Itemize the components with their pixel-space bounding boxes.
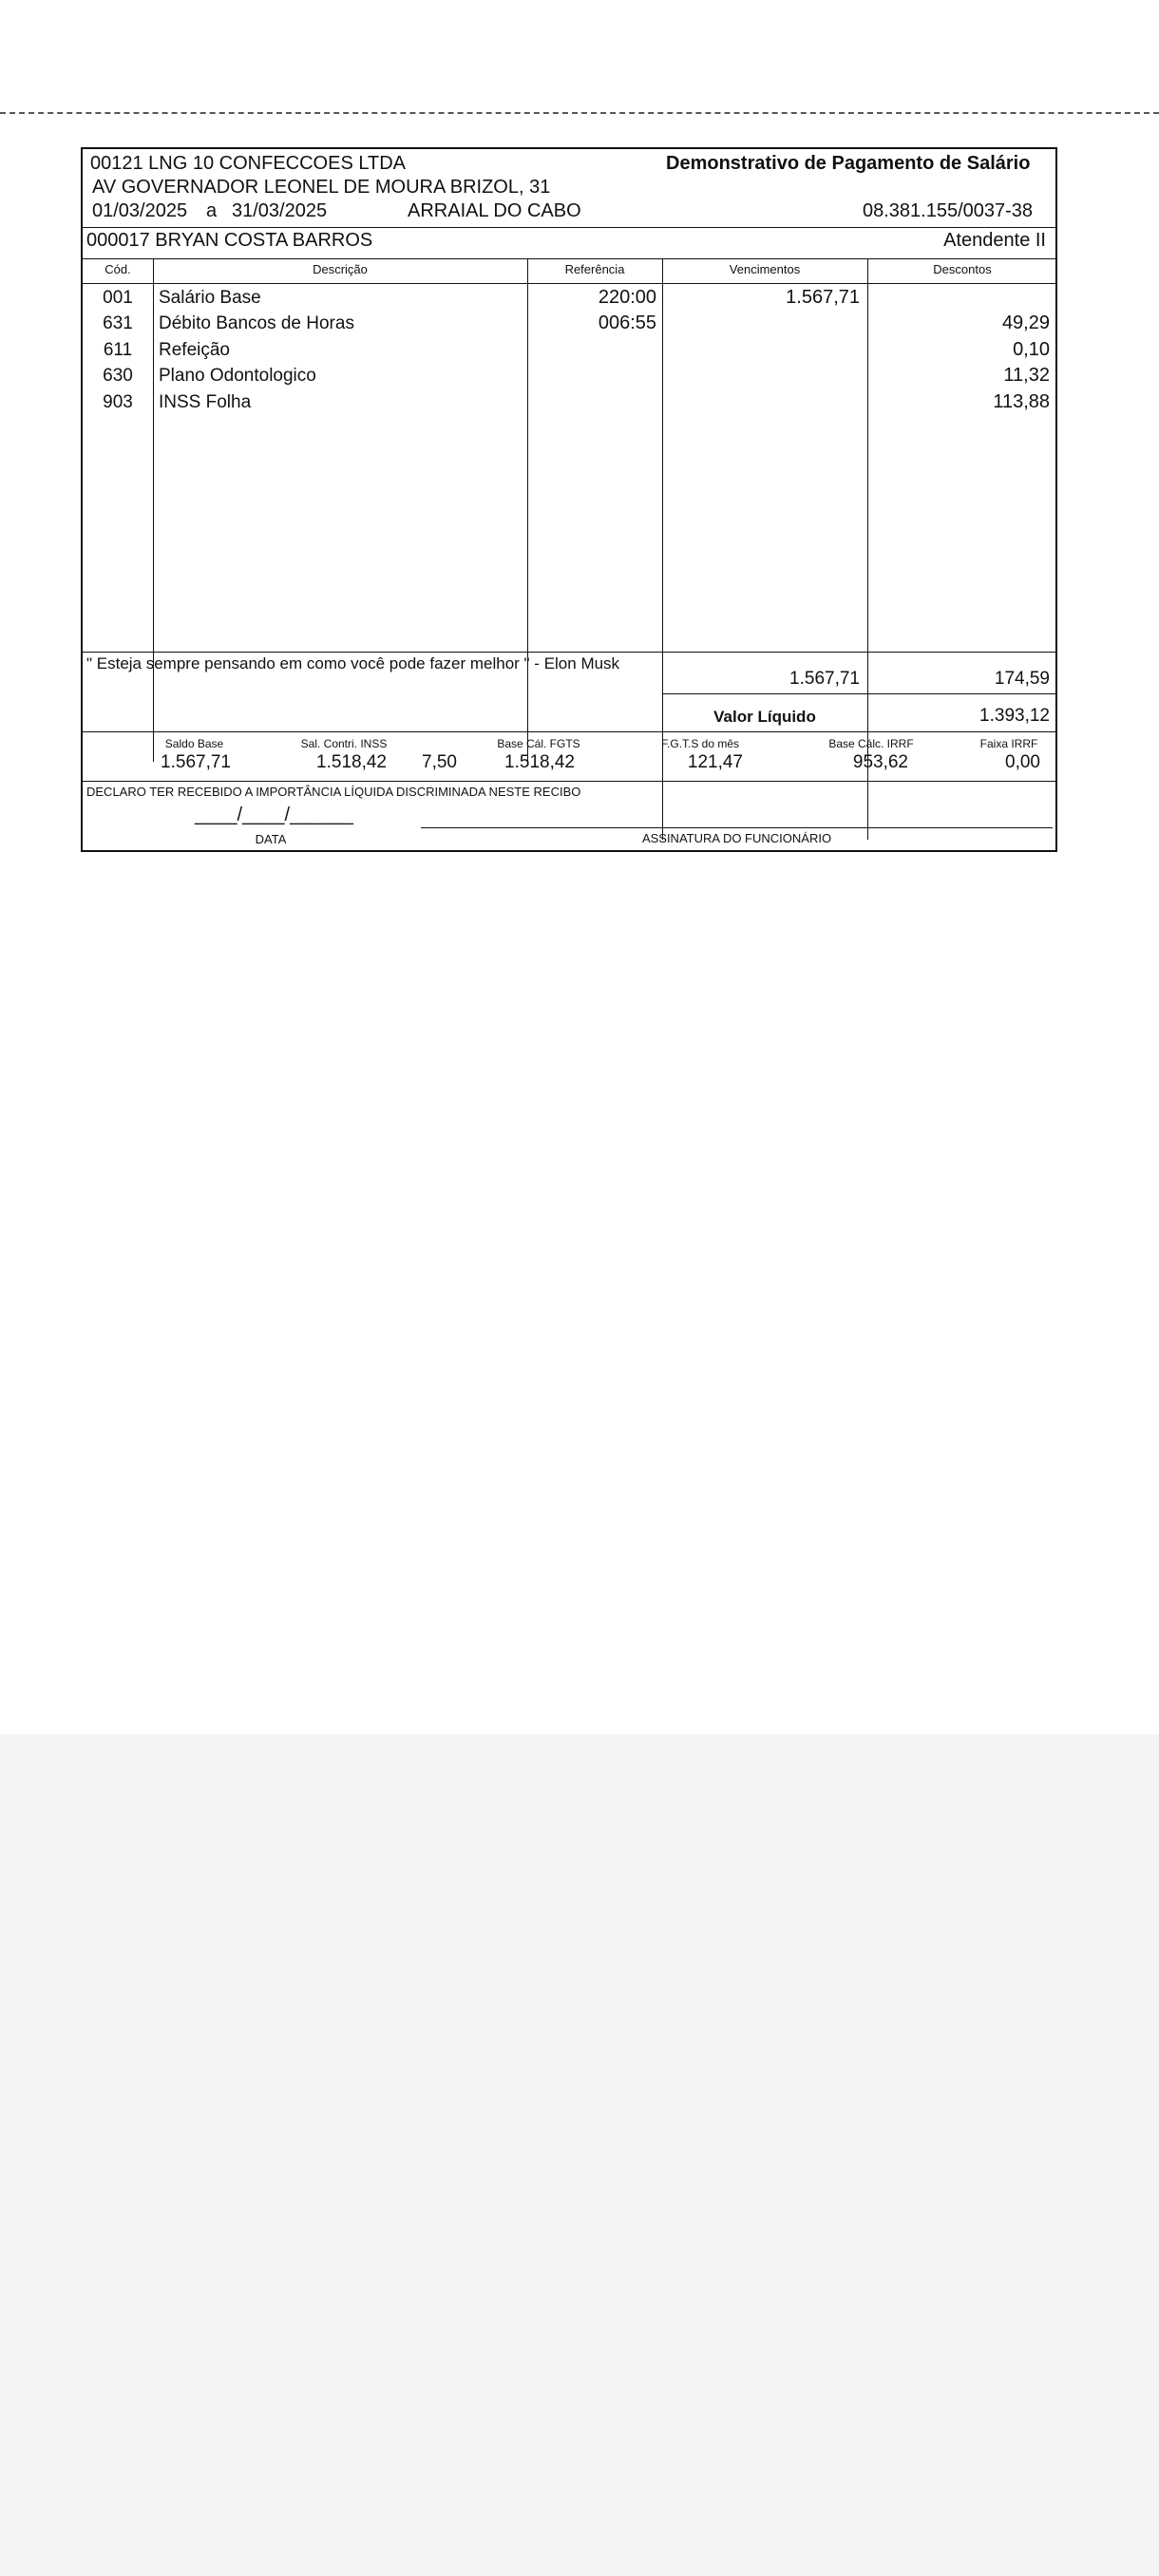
faixa-irrf-value: 0,00: [1005, 752, 1040, 772]
base-calc-fgts-value: 1.518,42: [504, 752, 575, 772]
base-calc-fgts-label: Base Cál. FGTS: [497, 737, 580, 750]
faixa-irrf-label: Faixa IRRF: [979, 737, 1038, 750]
message-text: " Esteja sempre pensando em como você pode fazer melhor " - Elon Musk: [86, 654, 620, 672]
total-vencimentos: 1.567,71: [789, 669, 860, 689]
divider: [83, 781, 1056, 782]
valor-liquido-value: 1.393,12: [979, 706, 1050, 726]
sal-contri-inss-value: 1.518,42: [316, 752, 387, 772]
row-descricao: Plano Odontologico: [159, 366, 316, 386]
column-header-cod: Cód.: [104, 262, 131, 276]
row-descontos: 0,10: [1013, 339, 1050, 360]
fgts-rate-value: 7,50: [422, 752, 457, 772]
saldo-base-value: 1.567,71: [161, 752, 231, 772]
row-cod: 630: [103, 366, 133, 386]
base-calc-irrf-label: Base Cálc. IRRF: [828, 737, 914, 750]
date-label: DATA: [255, 832, 287, 846]
saldo-base-label: Saldo Base: [164, 737, 224, 750]
row-vencimentos: 1.567,71: [786, 287, 860, 308]
employee-role: Atendente II: [943, 230, 1046, 251]
row-descontos: 113,88: [993, 391, 1050, 412]
divider: [83, 258, 1056, 259]
payslip: [81, 147, 1057, 852]
total-descontos: 174,59: [994, 669, 1050, 689]
period-end: 31/03/2025: [232, 200, 328, 221]
divider: [83, 227, 1056, 228]
row-cod: 903: [103, 392, 133, 412]
base-calc-irrf-value: 953,62: [852, 752, 908, 772]
row-descontos: 49,29: [1001, 313, 1050, 333]
page-background: [0, 1734, 1159, 2576]
signature-label: ASSINATURA DO FUNCIONÁRIO: [641, 831, 832, 845]
divider: [83, 652, 1056, 653]
receipt-declaration: DECLARO TER RECEBIDO A IMPORTÂNCIA LÍQUIDA DISCRIMINADA NESTE RECIBO: [86, 785, 581, 799]
date-field[interactable]: ____/____/______: [195, 805, 353, 825]
row-descricao: Débito Bancos de Horas: [159, 313, 354, 333]
column-header-descricao: Descrição: [313, 262, 368, 276]
row-cod: 631: [103, 313, 133, 333]
divider: [83, 731, 1056, 732]
valor-liquido-label: Valor Líquido: [713, 708, 816, 726]
row-descricao: Refeição: [159, 340, 230, 360]
company-cnpj: 08.381.155/0037-38: [863, 200, 1034, 221]
period-separator: a: [206, 200, 218, 221]
fgts-mes-label: F.G.T.S do mês: [660, 737, 740, 750]
signature-line[interactable]: [421, 827, 1053, 828]
row-descricao: INSS Folha: [159, 392, 252, 412]
row-cod: 611: [103, 340, 133, 360]
company-name: 00121 LNG 10 CONFECCOES LTDA: [90, 153, 406, 174]
document-title: Demonstrativo de Pagamento de Salário: [666, 153, 1031, 174]
company-city: ARRAIAL DO CABO: [408, 200, 581, 221]
row-referencia: 006:55: [598, 313, 656, 333]
company-address: AV GOVERNADOR LEONEL DE MOURA BRIZOL, 31: [92, 177, 551, 198]
sal-contri-inss-label: Sal. Contri. INSS: [300, 737, 388, 750]
period-start: 01/03/2025: [92, 200, 188, 221]
tear-line: [0, 112, 1159, 114]
divider: [662, 693, 1056, 694]
column-header-referencia: Referência: [564, 262, 625, 276]
column-header-vencimentos: Vencimentos: [729, 262, 801, 276]
row-descontos: 11,32: [1003, 365, 1050, 386]
column-divider: [153, 258, 154, 762]
row-cod: 001: [103, 288, 133, 308]
employee-name: 000017 BRYAN COSTA BARROS: [86, 230, 373, 251]
row-referencia: 220:00: [598, 287, 656, 308]
divider: [83, 283, 1056, 284]
row-descricao: Salário Base: [159, 288, 261, 308]
column-header-descontos: Descontos: [933, 262, 992, 276]
fgts-mes-value: 121,47: [687, 752, 743, 772]
